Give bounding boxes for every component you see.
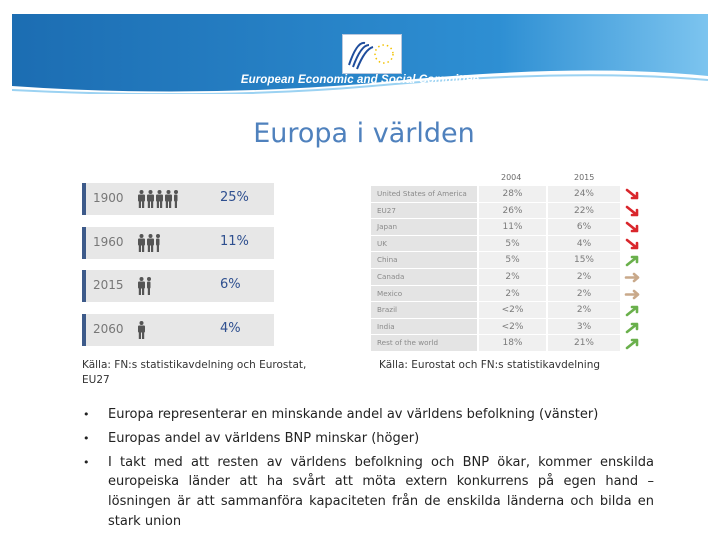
bullet-text: I takt med att resten av världens befolkning och BNP ökar, kommer enskilda europeiska länder att ha svårt att möta extern konkurrens på egen hand – lösningen är att sammanföra kapaciteten från de enskilda länderna och bilda en stark union [108, 454, 654, 529]
bullet-item [82, 429, 654, 449]
eesc-logo-icon [342, 34, 402, 74]
population-infographic [82, 183, 274, 358]
country-cell: India [371, 319, 477, 335]
person-icons [138, 277, 156, 295]
value-2015-cell: 21% [548, 335, 620, 351]
table-row [371, 252, 646, 269]
population-year: 1900 [93, 191, 124, 205]
bullet-dot-icon: • [83, 431, 90, 445]
trend-down-arrow-icon [623, 205, 643, 218]
value-2015-cell: 6% [548, 219, 620, 235]
value-2015-cell: 15% [548, 252, 620, 268]
value-2004-cell: 18% [479, 335, 546, 351]
country-cell: China [371, 252, 477, 268]
header-banner [12, 14, 708, 94]
value-2015-cell: 22% [548, 203, 620, 219]
value-2004-cell: <2% [479, 319, 546, 335]
person-icons [138, 190, 183, 208]
table-row [371, 269, 646, 286]
person-icon [156, 190, 163, 208]
country-cell: Brazil [371, 302, 477, 318]
value-2004-cell: 5% [479, 252, 546, 268]
population-percent: 11% [220, 233, 249, 249]
bullet-text: Europas andel av världens BNP minskar (höger) [108, 430, 420, 446]
trend-up-arrow-icon [623, 254, 643, 267]
gdp-share-table [371, 170, 646, 352]
person-icon [138, 234, 145, 252]
table-row [371, 335, 646, 352]
trend-down-arrow-icon [623, 238, 643, 251]
population-year: 2060 [93, 322, 124, 337]
bullet-list [82, 405, 654, 536]
value-2004-cell: 11% [479, 219, 546, 235]
person-icon [147, 190, 154, 208]
trend-down-arrow-icon [623, 221, 643, 234]
person-icon [147, 234, 154, 252]
trend-up-arrow-icon [623, 321, 643, 334]
country-cell: Rest of the world [371, 335, 477, 351]
trend-flat-arrow-icon [623, 271, 643, 284]
population-row [82, 314, 274, 346]
column-2004: 2004 [501, 173, 522, 182]
bullet-text: Europa representerar en minskande andel av världens befolkning (vänster) [108, 407, 599, 422]
country-cell: Japan [371, 219, 477, 235]
country-cell: United States of America [371, 186, 477, 202]
trend-flat-arrow-icon [623, 288, 643, 301]
person-icon [138, 321, 145, 339]
population-year: 2015 [93, 278, 124, 293]
column-2015: 2015 [574, 173, 595, 182]
population-row [82, 227, 274, 259]
population-year: 1960 [93, 234, 124, 249]
value-2004-cell: 26% [479, 203, 546, 219]
org-name: European Economic and Social Committee [240, 74, 480, 86]
country-cell: Mexico [371, 286, 477, 302]
value-2004-cell: 28% [479, 186, 546, 202]
person-icons [138, 234, 165, 252]
population-row [82, 270, 274, 302]
population-percent: 25% [220, 190, 249, 205]
trend-up-arrow-icon [623, 337, 643, 350]
trend-down-arrow-icon [623, 188, 643, 201]
person-icon [156, 234, 160, 252]
value-2004-cell: <2% [479, 302, 546, 318]
person-icon [165, 190, 172, 208]
population-percent: 6% [220, 277, 241, 293]
slide-title: Europa i världen [253, 118, 475, 149]
trend-up-arrow-icon [623, 304, 643, 317]
value-2004-cell: 2% [479, 269, 546, 285]
person-icon [174, 190, 178, 208]
value-2015-cell: 24% [548, 186, 620, 202]
value-2015-cell: 4% [548, 236, 620, 252]
table-row [371, 319, 646, 336]
country-cell: Canada [371, 269, 477, 285]
person-icon [138, 190, 145, 208]
table-row [371, 286, 646, 303]
gdp-table-header [371, 170, 646, 186]
table-row [371, 186, 646, 203]
person-icon [147, 277, 151, 295]
population-source: Källa: FN:s statistikavdelning och Eurostat, EU27 [82, 359, 307, 386]
table-row [371, 203, 646, 220]
bullet-dot-icon: • [83, 408, 90, 421]
table-row [371, 236, 646, 253]
bullet-dot-icon: • [83, 455, 90, 469]
value-2015-cell: 2% [548, 302, 620, 318]
person-icon [138, 277, 145, 295]
table-row [371, 302, 646, 319]
bullet-item [82, 453, 654, 532]
bullet-item [82, 405, 654, 425]
value-2015-cell: 2% [548, 286, 620, 302]
country-cell: UK [371, 236, 477, 252]
value-2004-cell: 2% [479, 286, 546, 302]
gdp-source: Källa: Eurostat och FN:s statistikavdelning [379, 359, 601, 371]
table-row [371, 219, 646, 236]
person-icons [138, 321, 147, 339]
population-percent: 4% [220, 321, 241, 337]
value-2015-cell: 3% [548, 319, 620, 335]
country-cell: EU27 [371, 203, 477, 219]
value-2015-cell: 2% [548, 269, 620, 285]
population-row [82, 183, 274, 215]
value-2004-cell: 5% [479, 236, 546, 252]
